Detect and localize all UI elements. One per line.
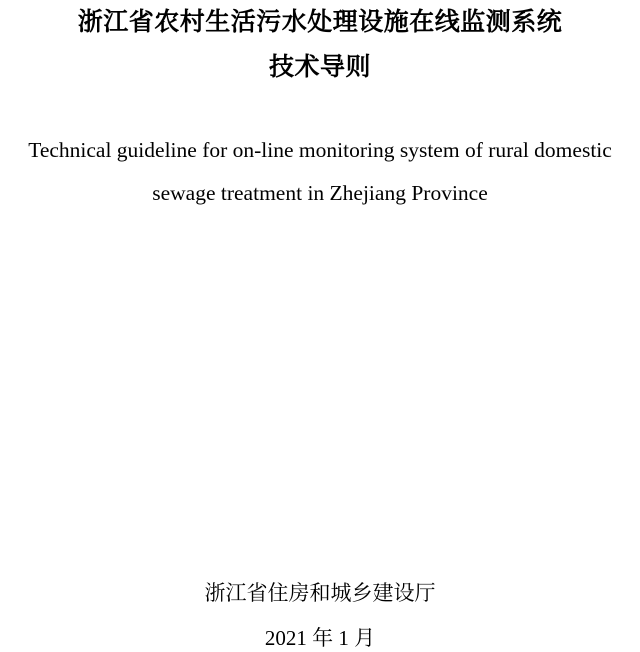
publication-date: 2021 年 1 月 xyxy=(264,626,376,650)
english-title-line-1: Technical guideline for on-line monitoring system of rural domestic xyxy=(28,138,612,162)
chinese-title-line-1: 浙江省农村生活污水处理设施在线监测系统 xyxy=(77,7,563,36)
issuing-authority: 浙江省住房和城乡建设厅 xyxy=(204,581,436,605)
chinese-title-line-2: 技术导则 xyxy=(268,52,371,81)
english-title-line-2: sewage treatment in Zhejiang Province xyxy=(152,181,488,205)
